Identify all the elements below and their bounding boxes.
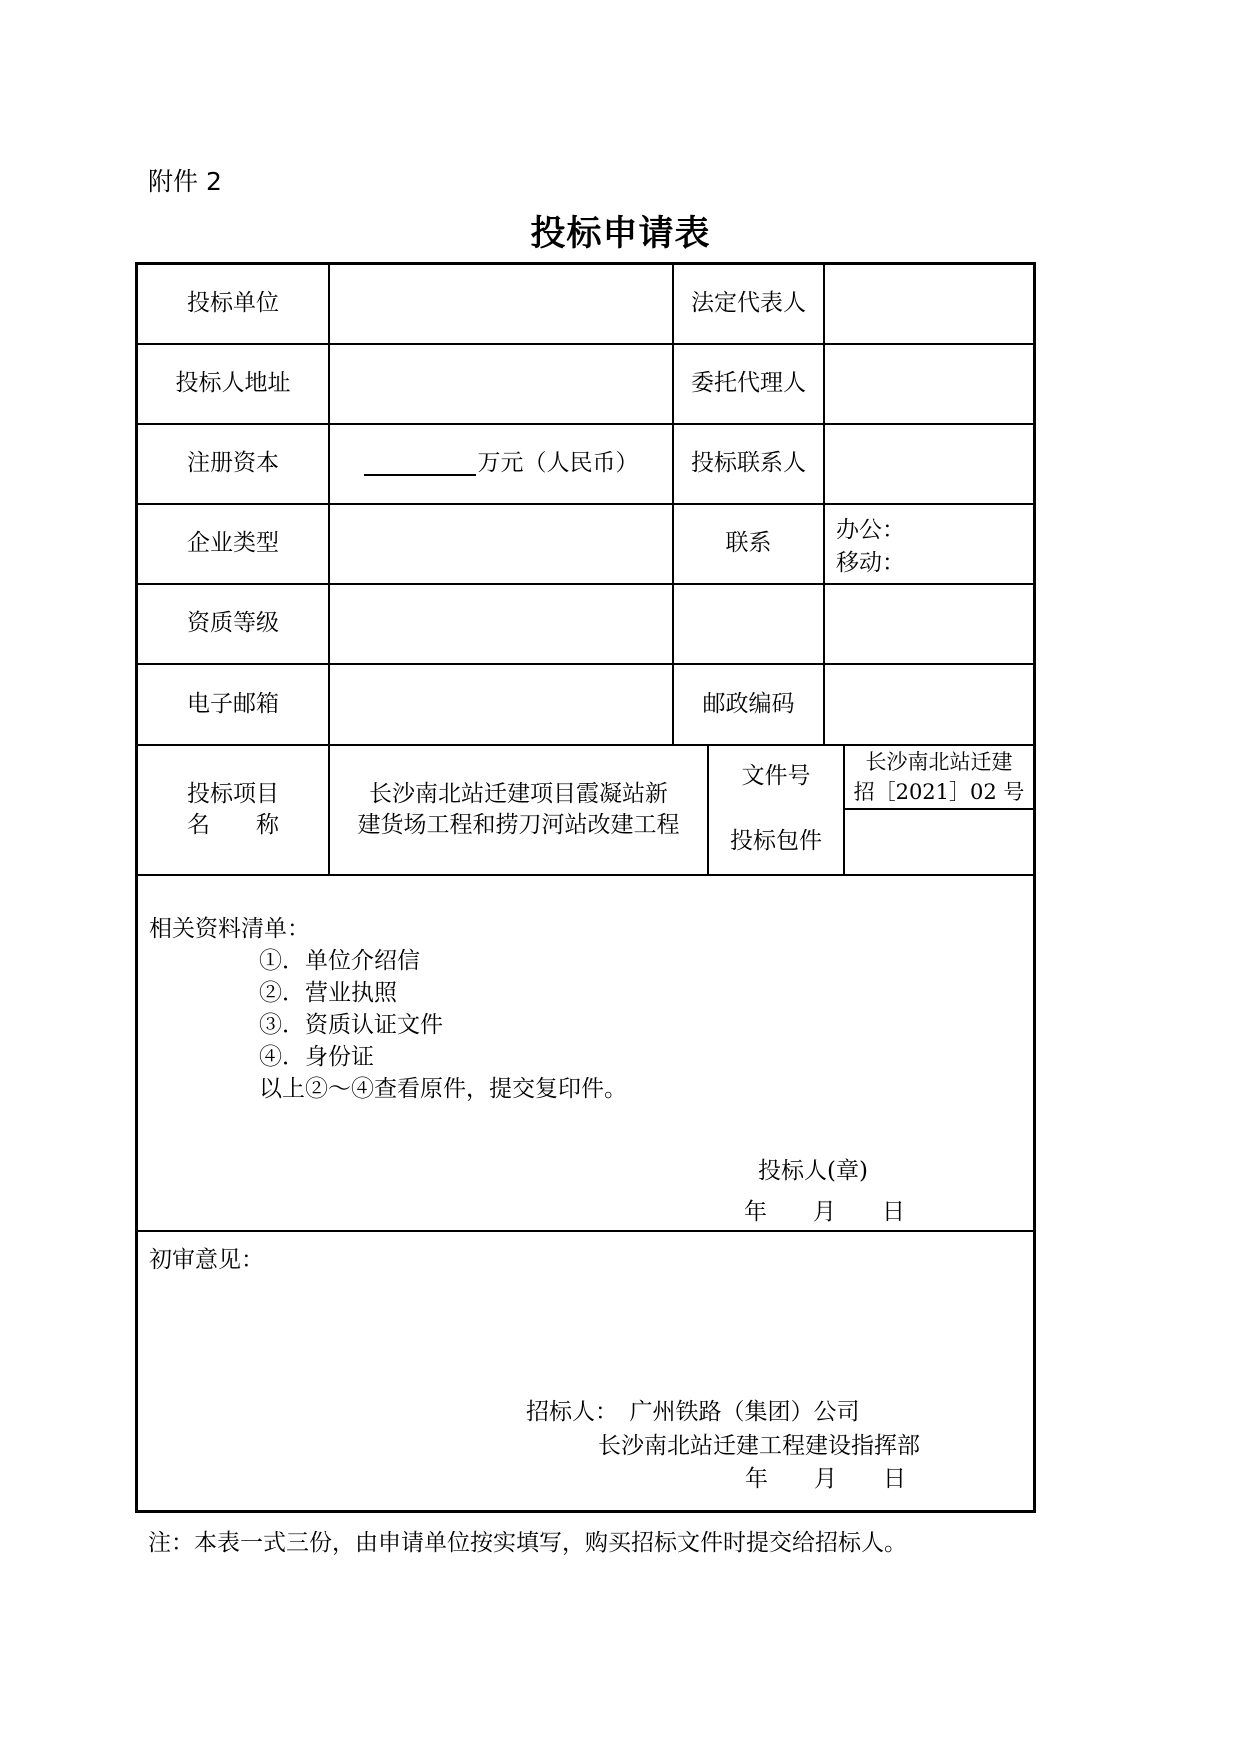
capital-label: 注册资本 <box>187 450 279 477</box>
contact-label: 联系 <box>725 530 772 557</box>
material-item-2: ②．营业执照 <box>259 980 397 1006</box>
project-name-label-line2: 名 称 <box>187 812 279 838</box>
page-title: 投标申请表 <box>530 214 711 254</box>
project-name-label-line1: 投标项目 <box>187 780 279 807</box>
agent-field[interactable] <box>825 345 1033 423</box>
materials-note: 以上②～④查看原件，提交复印件。 <box>259 1076 627 1102</box>
doc-no-value <box>845 746 1033 808</box>
enterprise-type-label: 企业类型 <box>187 530 279 557</box>
project-name-line2: 建货场工程和捞刀河站改建工程 <box>357 812 680 838</box>
capital-field[interactable] <box>330 425 672 503</box>
qualification-field[interactable] <box>330 585 672 663</box>
footnote: 注：本表一式三份，由申请单位按实填写，购买招标文件时提交给招标人。 <box>148 1530 907 1556</box>
empty-value-cell[interactable] <box>825 585 1033 663</box>
bidder-unit-field[interactable] <box>330 265 672 343</box>
bidder-unit-label: 投标单位 <box>187 290 279 317</box>
attachment-label: 附件 2 <box>148 167 222 196</box>
postcode-label: 邮政编码 <box>702 690 795 717</box>
material-item-3: ③．资质认证文件 <box>259 1012 443 1038</box>
doc-no-label: 文件号 <box>741 763 811 790</box>
capital-unit: 万元（人民币） <box>477 450 639 477</box>
email-label: 电子邮箱 <box>187 690 279 717</box>
empty-label-cell <box>674 585 823 663</box>
project-name-label <box>138 746 328 874</box>
tenderer-line2: 长沙南北站迁建工程建设指挥部 <box>598 1433 920 1459</box>
doc-no-line2: 招［2021］02 号 <box>853 780 1025 804</box>
review-heading: 初审意见： <box>149 1247 264 1273</box>
bidder-address-field[interactable] <box>330 345 672 423</box>
agent-label: 委托代理人 <box>691 370 806 397</box>
postcode-field[interactable] <box>825 665 1033 744</box>
materials-date: 年 月 日 <box>744 1199 905 1225</box>
review-date: 年 月 日 <box>745 1466 906 1492</box>
material-item-4: ④．身份证 <box>259 1044 374 1070</box>
mobile-phone-label: 移动： <box>836 550 905 576</box>
project-name-line1: 长沙南北站迁建项目霞凝站新 <box>369 780 668 807</box>
package-label: 投标包件 <box>730 828 822 855</box>
legal-rep-label: 法定代表人 <box>691 290 806 317</box>
bidder-address-label: 投标人地址 <box>175 370 291 397</box>
package-field[interactable] <box>845 810 1033 874</box>
contact-person-field[interactable] <box>825 425 1033 503</box>
capital-blank[interactable] <box>364 452 476 476</box>
legal-rep-field[interactable] <box>825 265 1033 343</box>
email-field[interactable] <box>330 665 672 744</box>
materials-heading: 相关资料清单： <box>149 916 310 942</box>
tenderer-line1: 招标人： 广州铁路（集团）公司 <box>526 1399 860 1425</box>
qualification-label: 资质等级 <box>187 610 279 637</box>
enterprise-type-field[interactable] <box>330 505 672 583</box>
material-item-1: ①．单位介绍信 <box>259 948 420 974</box>
application-form-table <box>135 262 1036 1513</box>
bidder-seal-label: 投标人(章) <box>758 1158 868 1184</box>
contact-person-label: 投标联系人 <box>691 450 806 477</box>
doc-no-line1: 长沙南北站迁建 <box>865 749 1013 774</box>
office-phone-label: 办公： <box>836 517 905 543</box>
project-name-value <box>330 746 707 874</box>
